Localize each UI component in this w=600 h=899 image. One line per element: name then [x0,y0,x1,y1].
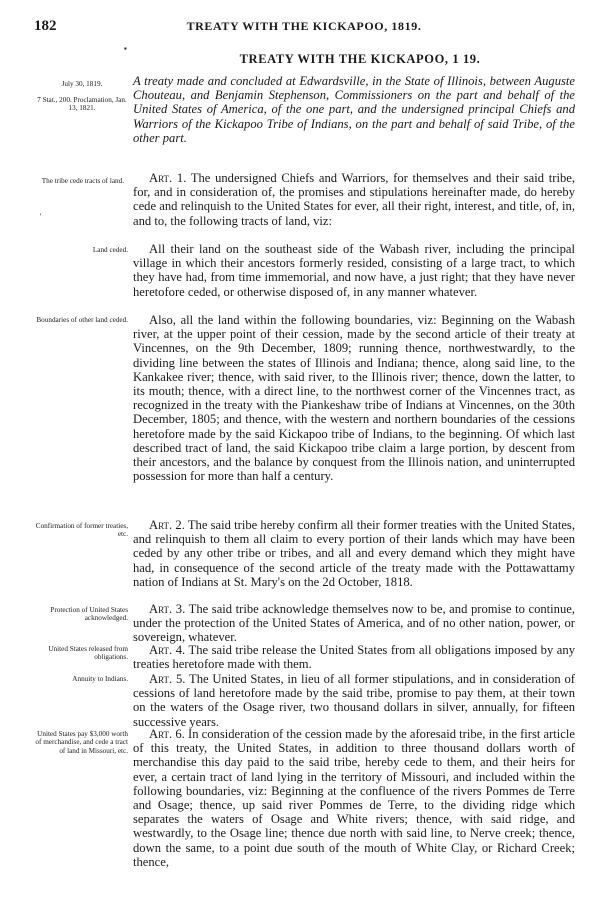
margin-note-citation: 7 Stat., 200. Proclamation, Jan. 13, 1821. [37,96,127,113]
article-3-text: The said tribe acknowledge themselves now to be, and promise to continue, under the protection of the United States of America, and of no other nation, power, or sovereign, whatever. [133,602,576,645]
margin-note-boundaries: Boundaries of other land ceded. [36,316,128,324]
margin-note-protection: Protection of United States acknowledged. [50,606,128,623]
article-4 [133,643,575,671]
margin-note-cede-tracts: The tribe cede tracts of land. [41,177,124,185]
print-mark: ▪ [124,44,127,53]
margin-note-confirmation: Confirmation of former treaties, etc. [35,522,128,539]
article-6-label: Art. 6. [149,727,185,741]
article-1-text: The undersigned Chiefs and Warriors, for themselves and their said tribe, for, and in consideration of, the promises and stipulations hereinafter made, do hereby cede and relinquish to the United States for ever, all their right, interest, and title, of, in, and to, the following tracts of land, viz: [133,171,575,228]
article-2 [133,518,575,589]
paragraph-land-ceded: All their land on the southeast side of the Wabash river, including the principal village in which their ancestors formerly resided, consisting of a large tract, to which they have had, from time immemorial, and now have, a just right; that they have never heretofore ceded, or otherwise disposed of, in any manner whatever. [133,242,575,299]
margin-note-annuity: Annuity to Indians. [72,675,128,683]
margin-note-released: United States released from obligations. [48,645,128,662]
article-5-label: Art. 5. [149,672,186,686]
page-number: 182 [34,18,57,34]
article-5-text: The United States, in lieu of all former stipulations, and in consideration of cessions of land heretofore made by the said tribe, promise to pay them, at their town on the waters of the Osage river, two thousand dollars in silver, annually, for fifteen successive years. [133,672,575,729]
running-head: TREATY WITH THE KICKAPOO, 1819. [186,19,422,33]
article-4-label: Art. 4. [149,643,186,657]
margin-note-land-ceded: Land ceded. [92,246,128,254]
article-2-label: Art. 2. [149,518,185,532]
article-2-text: The said tribe hereby confirm all their former treaties with the United States, and relinquish to them all claim to every portion of their lands which may have been ceded by any other tribe or tribes, and all and every demand which they might have had, in consequence of the second article of the treaty made with the Pottawattamy nation of Indians at St. Mary's on the 2d October, 1818. [133,518,575,589]
article-3-label: Art. 3. [149,602,186,616]
article-1 [133,171,575,228]
margin-note-merchandise: United States pay $3,000 worth of merchandise, and cede a tract of land in Missouri, etc. [35,730,128,755]
article-3 [133,602,575,645]
article-1-label: Art. 1. [149,171,187,185]
article-6-text: In consideration of the cession made by the aforesaid tribe, in the first article of this treaty, the United States, in addition to three thousand dollars worth of merchandise this day paid to the said tribe, hereby cede to them, and their heirs for ever, a certain tract of land lying in the territory of Missouri, and included within the following boundaries, viz: Beginning at the confluence of the rivers Pommes de Terre and Osage; thence, up said river Pommes de Terre, to the dividing ridge which separates the waters of Osage and White rivers; thence, with said ridge, and westwardly, to the Osage line; thence due north with said line, to Nerve creek; thence, down the same, to a point due south of the mouth of White Clay, or Richard Creek; thence, [133,727,575,869]
page-header [34,18,574,36]
treaty-title: TREATY WITH THE KICKAPOO, 1 19. [239,52,481,66]
paragraph-boundaries: Also, all the land within the following boundaries, viz: Beginning on the Wabash river, at the upper point of their cession, made by the second article of their treaty at Vincennes, on the 9th December, 1809; running thence, northwestwardly, to the dividing line between the states of Illinois and Indiana; thence, along said line, to the Kankakee river; thence, with said river, to the Illinois river; thence, down the latter, to its mouth; thence, with a direct line, to the northwest corner of the Vincennes tract, as recognized in the treaty with the Piankeshaw tribe of Indians at Vincennes, on the 30th December, 1805; and thence, with the western and northern boundaries of the cessions heretofore made by the said Kickapoo tribe of Indians, to the beginning. Of which last described tract of land, the said Kickapoo tribe claim a large portion, by descent from their ancestors, and the balance by conquest from the Illinois nation, and uninterrupted possession for more than half a century. [133,313,575,484]
article-5 [133,672,575,729]
print-mark: ' [40,212,42,221]
article-4-text: The said tribe release the United States from all obligations imposed by any treaties heretofore made with them. [133,643,575,672]
preamble: A treaty made and concluded at Edwardsville, in the State of Illinois, between Auguste Chouteau, and Benjamin Stephenson, Commissioners on the part and behalf of the United States of America, of the one part, and the undersigned principal Chiefs and Warriors of the Kickapoo Tribe of Indians, on the part and behalf of said Tribe, of the other part. [133,74,575,145]
margin-note-date: July 30, 1819. [61,80,103,88]
article-6 [133,727,575,869]
